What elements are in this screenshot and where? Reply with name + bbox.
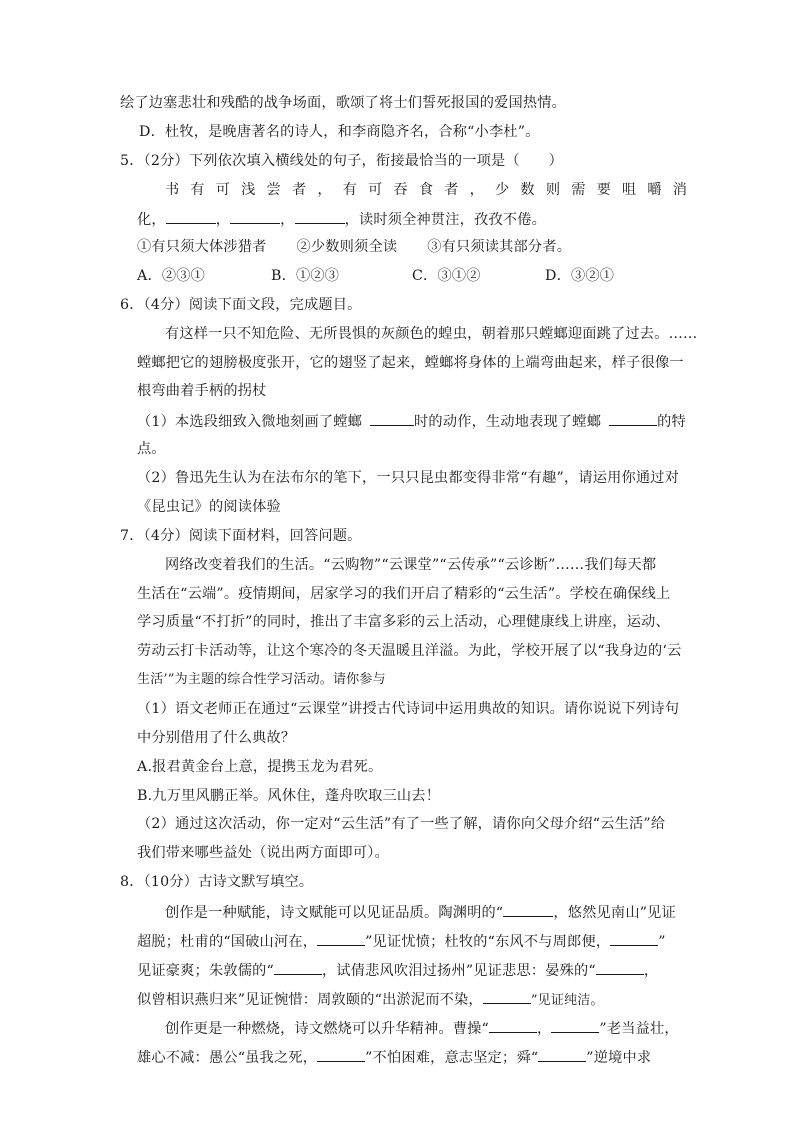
sub-question: [137, 411, 686, 431]
blank-line[interactable]: [230, 209, 280, 224]
text-line: [137, 209, 546, 229]
text-line: [137, 989, 604, 1010]
text-fragment: ，读时须全神贯注，孜孜不倦。: [344, 212, 546, 228]
sub-question: （2）通过这次活动，你一定对“云生活”有了一些了解，请你向父母介绍“云生活”给: [137, 816, 666, 832]
blank-line[interactable]: [538, 1047, 586, 1062]
option-d[interactable]: D．③②①: [545, 268, 615, 284]
text-line: [165, 902, 676, 922]
text-fragment: 见证豪爽；朱敦儒的“: [137, 963, 274, 979]
text-line: 根弯曲着手柄的拐杖: [137, 383, 267, 399]
text-line: 绘了边塞悲壮和残酷的战争场面，歌颂了将士们誓死报国的爱国热情。: [120, 95, 567, 111]
text-fragment: ”老当益壮，: [599, 1021, 679, 1037]
blank-line[interactable]: [370, 411, 414, 426]
text-line: 生活在“云端”。疫情期间，居家学习的我们开启了精彩的“云生活”。学校在确保线上: [137, 586, 671, 602]
text-line: [137, 960, 658, 980]
text-line: [137, 1047, 651, 1067]
text-fragment: ，试倩悲风吹泪过扬州”见证悲思：晏殊的“: [321, 963, 596, 979]
text-fragment: ，: [280, 212, 295, 228]
blank-line[interactable]: [483, 989, 531, 1004]
text-fragment: ，: [643, 963, 659, 979]
option-c[interactable]: C．③①②: [412, 268, 481, 284]
option-b[interactable]: B．①②③: [271, 268, 340, 284]
text-fragment: 雄心不减：愚公“虽我之死，: [137, 1050, 318, 1066]
poem-line-b: B.九万里风鹏正举。风休住，蓬舟吹取三山去！: [137, 788, 441, 804]
blank-line[interactable]: [317, 931, 365, 946]
text-fragment: ，悠然见南山”见证: [553, 905, 676, 921]
sentence-3: ③有只须读其部分者。: [427, 239, 572, 255]
answer-options: [137, 267, 614, 285]
text-line: [165, 1018, 679, 1038]
option-a[interactable]: A．②③①: [137, 268, 205, 284]
blank-line[interactable]: [503, 902, 553, 917]
blank-line[interactable]: [596, 960, 644, 975]
text-fragment: 超脱；杜甫的“国破山河在，: [137, 934, 318, 950]
blank-line[interactable]: [551, 1018, 599, 1033]
text-line: 学习质量“不打折”的同时，推出了丰富多彩的云上活动，心理健康线上讲座，运动、: [137, 614, 670, 630]
text-fragment: 创作更是一种燃烧，诗文燃烧可以升华精神。曹操“: [165, 1021, 489, 1037]
question-7-stem: 7．（4分）阅读下面材料，回答问题。: [120, 528, 362, 544]
text-line: 书有可浅尝者，有可吞食者，少数则需要咀嚼消: [165, 182, 699, 198]
blank-line[interactable]: [610, 931, 658, 946]
question-5-stem: 5．（2分）下列依次填入横线处的句子，衔接最恰当的一项是（ ）: [120, 153, 563, 169]
blank-line[interactable]: [166, 209, 216, 224]
text-fragment: 化，: [137, 212, 166, 228]
sentence-2: ②少数则须全读: [296, 239, 398, 255]
question-8-stem: 8．（10分）古诗文默写填空。: [120, 874, 314, 890]
text-fragment: 似曾相识燕归来”见证惋惜：周敦颐的“出淤泥而不染，: [137, 992, 483, 1008]
text-fragment: ，: [536, 1021, 552, 1037]
blank-line[interactable]: [489, 1018, 537, 1033]
text-fragment: ”见证忧愤；杜牧的“东风不与周郎便，: [365, 934, 611, 950]
text-fragment: ，: [215, 212, 231, 228]
sub-question: （1）语文老师正在通过“云课堂”讲授古代诗词中运用典故的知识。请你说说下列诗句: [137, 701, 680, 717]
text-line: D．杜牧，是晚唐著名的诗人，和李商隐齐名，合称“小李杜”。: [139, 124, 540, 140]
text-fragment: ”逆境中求: [586, 1050, 652, 1066]
text-line: 中分别借用了什么典故？: [137, 730, 296, 746]
text-line: 生活’”为主题的综合性学习活动。请你参与: [137, 672, 386, 687]
text-line: 《昆虫记》的阅读体验: [137, 499, 281, 515]
blank-line[interactable]: [317, 1047, 365, 1062]
poem-line-a: A.报君黄金台上意，提携玉龙为君死。: [137, 759, 383, 775]
sentence-options: [137, 238, 571, 256]
text-line: 劳动云打卡活动等，让这个寒冷的冬天温暖且洋溢。为此，学校开展了以“我身边的‘云: [137, 643, 682, 659]
text-fragment: ”不怕困难，意志坚定；舜“: [365, 1050, 539, 1066]
text-line: [137, 931, 666, 951]
text-fragment: 创作是一种赋能，诗文赋能可以见证品质。陶渊明的“: [165, 905, 504, 921]
text-fragment: （1）本选段细致入微地刻画了螳螂: [137, 414, 363, 430]
text-fragment: 的特: [657, 414, 686, 430]
text-line: 点。: [137, 441, 166, 457]
blank-line[interactable]: [295, 209, 345, 224]
blank-line[interactable]: [274, 960, 322, 975]
text-fragment: ”: [658, 934, 666, 950]
text-line: 我们带来哪些益处（说出两方面即可）。: [137, 845, 389, 861]
text-line: 有这样一只不知危险、无所畏惧的灰颜色的蝗虫，朝着那只螳螂迎面跳了过去。……: [165, 326, 698, 342]
question-6-stem: 6．（4分）阅读下面文段，完成题目。: [120, 297, 362, 313]
text-fragment: 时的动作，生动地表现了螳螂: [414, 414, 602, 430]
text-fragment: ”见证纯洁。: [530, 993, 604, 1008]
sentence-1: ①有只须大体涉猎者: [137, 239, 267, 255]
text-line: 网络改变着我们的生活。“云购物”“云课堂”“云传承”“云诊断”……我们每天都: [165, 557, 657, 573]
sub-question: （2）鲁迅先生认为在法布尔的笔下，一只只昆虫都变得非常“有趣”，请运用你通过对: [137, 470, 680, 486]
blank-line[interactable]: [609, 411, 657, 426]
text-line: 螳螂把它的翅膀极度张开，它的翅竖了起来，螳螂将身体的上端弯曲起来，样子很像一: [137, 355, 684, 371]
